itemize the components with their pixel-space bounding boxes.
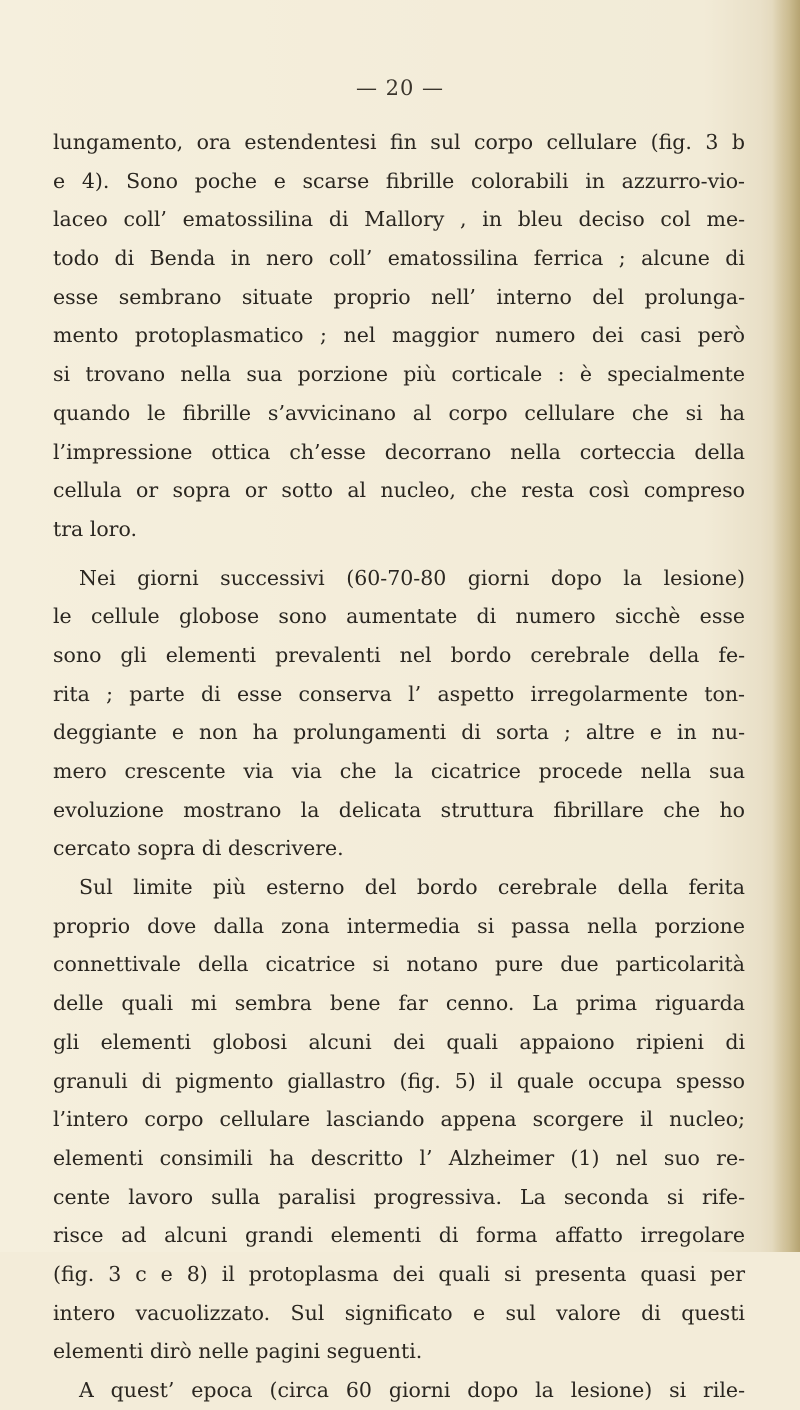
text-line: delle quali mi sembra bene far cenno. La prima riguarda bbox=[53, 991, 745, 1016]
text-line: e 4). Sono poche e scarse fibrille colorabili in azzurro-vio- bbox=[53, 168, 745, 193]
text-line: l’impressione ottica ch’esse decorrano nella corteccia della bbox=[53, 439, 745, 464]
text-line: Nei giorni successivi (60-70-80 giorni dopo la lesione) bbox=[79, 565, 745, 590]
paragraph-2 bbox=[53, 559, 745, 869]
text-line: gli elementi globosi alcuni dei quali appaiono ripieni di bbox=[53, 1029, 745, 1054]
text-line: A quest’ epoca (circa 60 giorni dopo la lesione) si rile- bbox=[79, 1378, 745, 1402]
text-line: intero vacuolizzato. Sul significato e sul valore di questi bbox=[53, 1300, 745, 1325]
text-line: rita ; parte di esse conserva l’ aspetto irregolarmente ton- bbox=[53, 681, 745, 706]
text-line: si trovano nella sua porzione più corticale : è specialmente bbox=[53, 362, 745, 387]
text-line: Sul limite più esterno del bordo cerebrale della ferita bbox=[79, 875, 745, 900]
text-line: connettivale della cicatrice si notano pure due particolarità bbox=[53, 952, 745, 977]
text-line: quando le fibrille s’avvicinano al corpo cellulare che si ha bbox=[53, 400, 745, 425]
text-line: elementi consimili ha descritto l’ Alzheimer (1) nel suo re- bbox=[53, 1145, 745, 1170]
text-line: elementi dirò nelle pagini seguenti. bbox=[53, 1339, 423, 1364]
paragraph-1 bbox=[53, 123, 745, 549]
text-line: tra loro. bbox=[53, 516, 137, 541]
text-line: risce ad alcuni grandi elementi di forma affatto irregolare bbox=[53, 1223, 745, 1248]
text-line: cercato sopra di descrivere. bbox=[53, 836, 344, 861]
page-edge-shadow bbox=[772, 0, 800, 1252]
text-line: lungamento, ora estendentesi fin sul corpo cellulare (fig. 3 b bbox=[53, 130, 745, 154]
paragraph-gap bbox=[53, 549, 745, 559]
text-line: todo di Benda in nero coll’ ematossilina ferrica ; alcune di bbox=[53, 246, 745, 271]
paragraph-3 bbox=[53, 868, 745, 1371]
text-line: mero crescente via via che la cicatrice procede nella sua bbox=[53, 759, 745, 783]
text-line: cellula or sopra or sotto al nucleo, che resta così compreso bbox=[53, 478, 745, 503]
body-text bbox=[53, 123, 745, 1410]
text-line: mento protoplasmatico ; nel maggior numero dei casi però bbox=[53, 323, 745, 348]
text-line: le cellule globose sono aumentate di numero sicchè esse bbox=[53, 604, 745, 629]
paragraph-4 bbox=[53, 1371, 745, 1410]
text-line: sono gli elementi prevalenti nel bordo cerebrale della fe- bbox=[53, 642, 745, 667]
text-line: esse sembrano situate proprio nell’ interno del prolunga- bbox=[53, 284, 745, 309]
text-line: evoluzione mostrano la delicata struttura fibrillare che ho bbox=[53, 797, 745, 822]
text-line: l’intero corpo cellulare lasciando appena scorgere il nucleo; bbox=[53, 1107, 745, 1132]
text-line: (fig. 3 c e 8) il protoplasma dei quali si presenta quasi per bbox=[53, 1261, 745, 1286]
page-number: — 20 — bbox=[355, 76, 445, 100]
text-line: granuli di pigmento giallastro (fig. 5) il quale occupa spesso bbox=[53, 1068, 745, 1093]
text-line: laceo coll’ ematossilina di Mallory , in bleu deciso col me- bbox=[53, 207, 745, 232]
text-line: deggiante e non ha prolungamenti di sorta ; altre e in nu- bbox=[53, 720, 745, 745]
text-line: proprio dove dalla zona intermedia si passa nella porzione bbox=[53, 913, 745, 938]
text-line: cente lavoro sulla paralisi progressiva. La seconda si rife- bbox=[53, 1184, 745, 1209]
